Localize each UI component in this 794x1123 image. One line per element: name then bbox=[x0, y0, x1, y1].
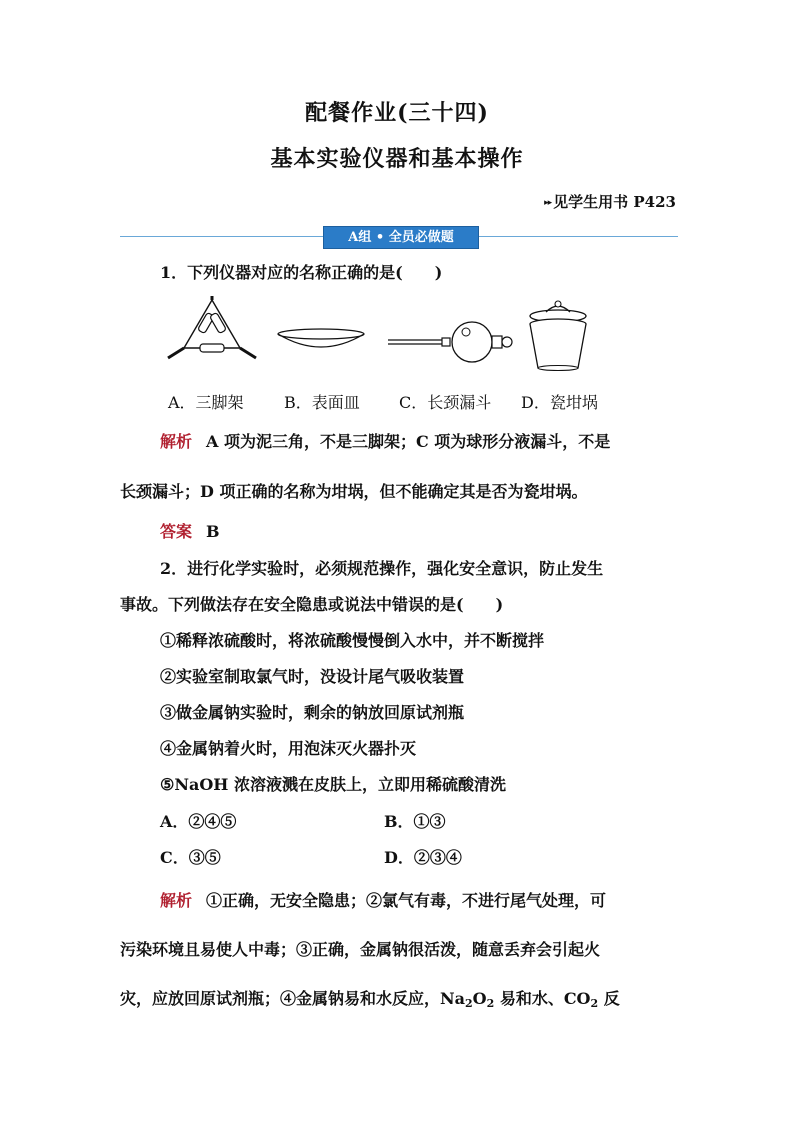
q1-option-d: D．瓷坩埚 bbox=[521, 393, 598, 412]
q1-figures bbox=[160, 296, 600, 376]
q1-option-c: C．长颈漏斗 bbox=[399, 393, 492, 412]
analysis-text-part: 反 bbox=[598, 989, 620, 1008]
analysis-text-part: 易和水、CO bbox=[494, 989, 591, 1008]
q2-option-a: A．②④⑤ bbox=[160, 812, 237, 831]
q2-stem-line2: 事故。下列做法存在安全隐患或说法中错误的是( ) bbox=[120, 595, 504, 614]
q2-item-4: ④金属钠着火时，用泡沫灭火器扑灭 bbox=[160, 739, 417, 758]
crucible-figure bbox=[526, 296, 590, 372]
separatory-funnel-figure bbox=[386, 316, 516, 366]
subscript: 2 bbox=[590, 997, 599, 1010]
q1-option-a: A．三脚架 bbox=[168, 393, 244, 412]
analysis-text-part: O bbox=[472, 989, 487, 1008]
q2-option-d: D．②③④ bbox=[384, 848, 462, 867]
q2-item-2: ②实验室制取氯气时，没设计尾气吸收装置 bbox=[160, 667, 465, 686]
q2-analysis-line1 bbox=[160, 891, 606, 911]
q2-analysis-line3 bbox=[120, 989, 620, 1014]
analysis-label: 解析 bbox=[160, 432, 193, 451]
q1-stem: 1．下列仪器对应的名称正确的是( ) bbox=[160, 263, 443, 282]
q2-item-5: ⑤NaOH 浓溶液溅在皮肤上，立即用稀硫酸清洗 bbox=[160, 775, 506, 794]
subscript: 2 bbox=[486, 997, 495, 1010]
answer-label: 答案 bbox=[160, 522, 193, 541]
q1-analysis-line2: 长颈漏斗；D 项正确的名称为坩埚，但不能确定其是否为瓷坩埚。 bbox=[120, 482, 588, 501]
page-title: 配餐作业(三十四) bbox=[305, 100, 489, 126]
textbook-reference bbox=[544, 191, 676, 212]
analysis-text: ①正确，无安全隐患；②氯气有毒，不进行尾气处理，可 bbox=[206, 891, 607, 910]
clay-triangle-figure bbox=[164, 296, 260, 366]
q2-stem-line1: 2．进行化学实验时，必须规范操作，强化安全意识，防止发生 bbox=[160, 559, 604, 578]
q1-analysis-line1 bbox=[160, 432, 610, 452]
q2-item-1: ①稀释浓硫酸时，将浓硫酸慢慢倒入水中，并不断搅拌 bbox=[160, 631, 545, 650]
q2-option-c: C．③⑤ bbox=[160, 848, 221, 867]
q1-option-b: B．表面皿 bbox=[284, 393, 360, 412]
subscript: 2 bbox=[465, 997, 473, 1010]
watch-glass-figure bbox=[276, 326, 366, 356]
page-subtitle: 基本实验仪器和基本操作 bbox=[270, 146, 524, 172]
reference-text: 见学生用书 P423 bbox=[553, 193, 676, 211]
analysis-text: A 项为泥三角，不是三脚架；C 项为球形分液漏斗，不是 bbox=[206, 432, 611, 451]
answer-value: B bbox=[206, 522, 220, 541]
analysis-label: 解析 bbox=[160, 891, 193, 910]
analysis-text-part: 灾，应放回原试剂瓶；④金属钠易和水反应，Na bbox=[120, 989, 465, 1008]
q1-answer bbox=[160, 522, 220, 542]
double-arrow-icon: ▸▸ bbox=[544, 198, 552, 208]
group-tag: A组 • 全员必做题 bbox=[323, 226, 479, 249]
q2-option-b: B．①③ bbox=[384, 812, 446, 831]
q2-analysis-line2: 污染环境且易使人中毒；③正确，金属钠很活泼，随意丢弃会引起火 bbox=[120, 940, 601, 959]
q2-item-3: ③做金属钠实验时，剩余的钠放回原试剂瓶 bbox=[160, 703, 465, 722]
